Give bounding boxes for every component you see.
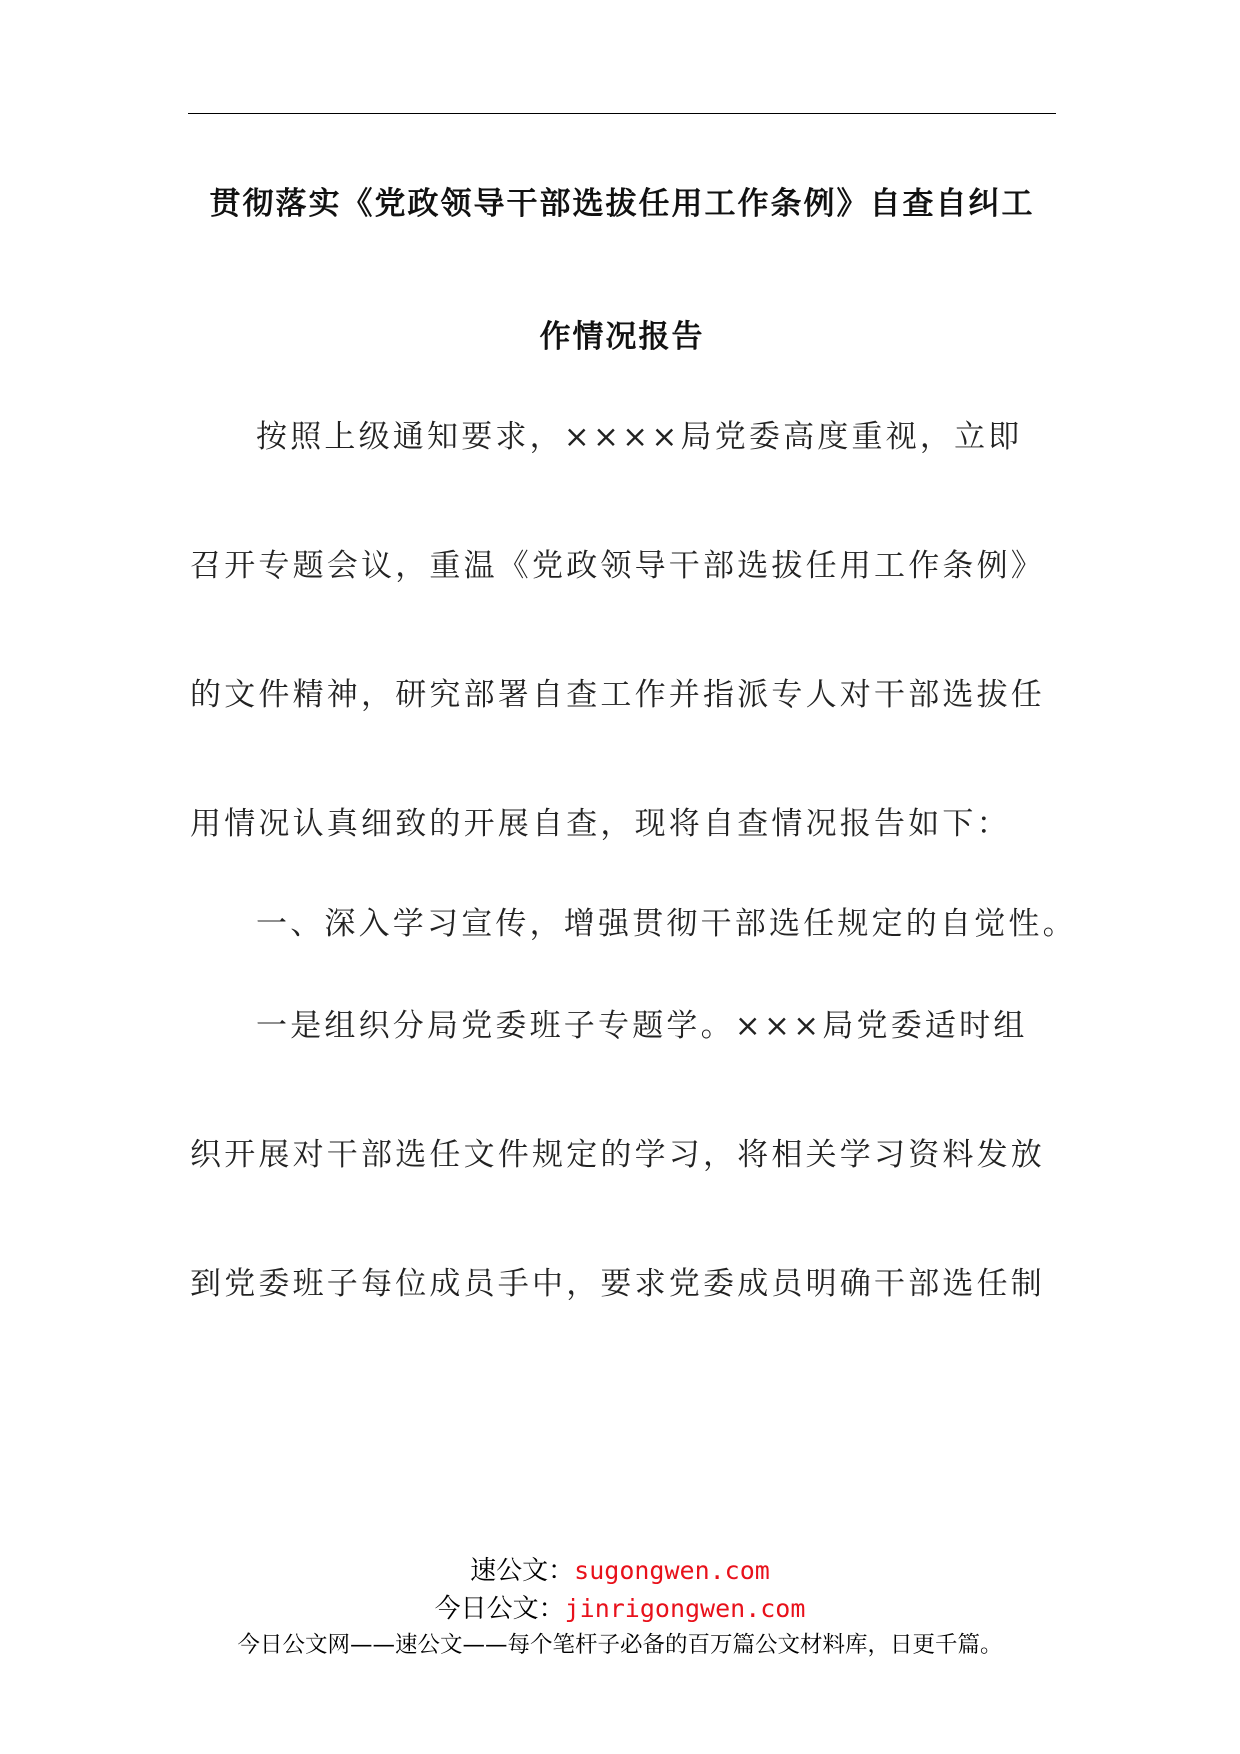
sugongwen-link[interactable]: sugongwen.com — [574, 1556, 770, 1585]
body-line: 按照上级通知要求，××××局党委高度重视，立即 — [256, 419, 1023, 455]
footer-line-2 — [0, 1588, 1240, 1625]
body-line: 用情况认真细致的开展自查，现将自查情况报告如下： — [190, 806, 1011, 842]
body-line: 织开展对干部选任文件规定的学习，将相关学习资料发放 — [190, 1137, 1045, 1173]
body-line: 召开专题会议，重温《党政领导干部选拔任用工作条例》 — [190, 548, 1045, 584]
footer-label-sugongwen: 速公文： — [470, 1556, 575, 1586]
jinrigongwen-link[interactable]: jinrigongwen.com — [564, 1594, 806, 1623]
body-line: 到党委班子每位成员手中，要求党委成员明确干部选任制 — [190, 1266, 1045, 1302]
document-title-line-2: 作情况报告 — [539, 319, 705, 355]
document-title-line-1: 贯彻落实《党政领导干部选拔任用工作条例》自查自纠工 — [209, 186, 1035, 222]
footer-slogan: 今日公文网——速公文——每个笔杆子必备的百万篇公文材料库，日更千篇。 — [237, 1632, 1003, 1658]
footer-line-1 — [0, 1550, 1240, 1587]
footer-label-jinrigongwen: 今日公文： — [434, 1594, 565, 1624]
header-rule — [188, 113, 1056, 114]
section-heading: 一、深入学习宣传，增强贯彻干部选任规定的自觉性。 — [256, 906, 1077, 942]
body-line: 一是组织分局党委班子专题学。×××局党委适时组 — [256, 1008, 1028, 1044]
body-line: 的文件精神，研究部署自查工作并指派专人对干部选拔任 — [190, 677, 1045, 713]
